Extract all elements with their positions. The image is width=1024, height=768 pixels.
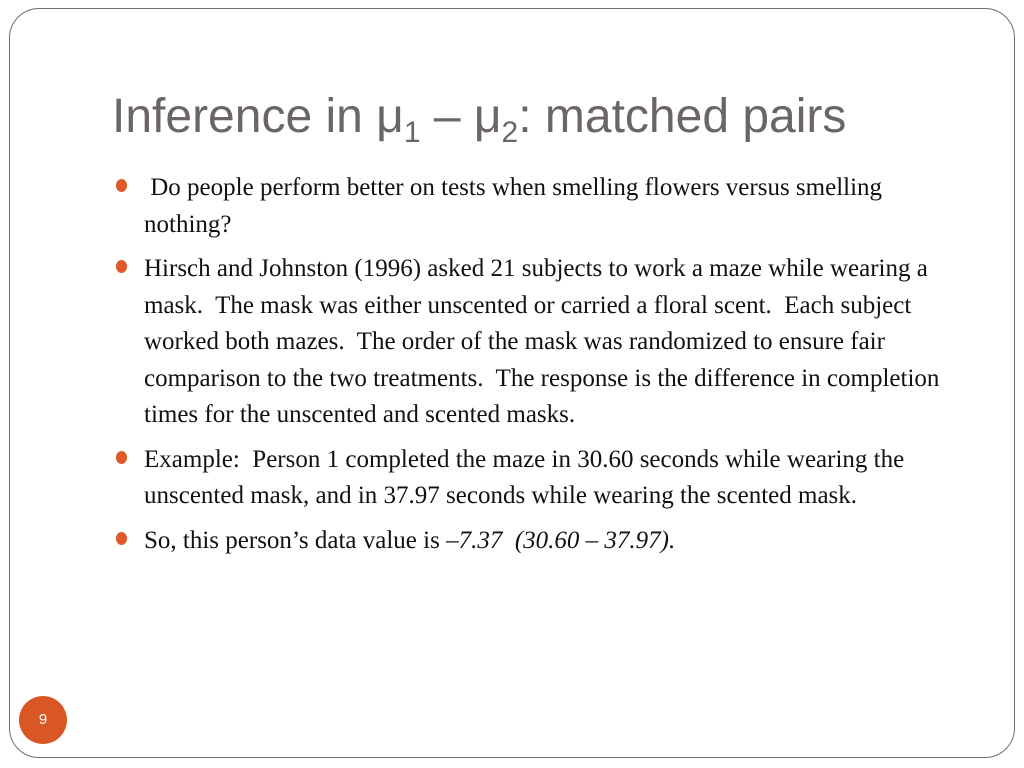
title-text-part-3: : matched pairs	[518, 90, 847, 143]
bullet-item	[112, 251, 968, 434]
bullet-dot-icon	[116, 179, 127, 192]
title-subscript-1: 1	[403, 116, 421, 149]
bullet-item	[112, 170, 968, 243]
bullet-list	[112, 170, 968, 567]
page-number-badge: 9	[19, 696, 67, 744]
bullet-text: So, this person’s data value is	[144, 526, 447, 554]
bullet-text: Hirsch and Johnston (1996) asked 21 subjects to work a maze while wearing a mask. The mask was either unscented or carried a floral scent. Each subject worked both mazes. The order of the mask was randomized to ensure fair comparison to the two treatments. The response is the difference in completion times for the unscented and scented masks.	[144, 255, 946, 428]
bullet-dot-icon	[116, 451, 127, 464]
title-text-part-2: – μ	[420, 90, 502, 143]
bullet-text: Example: Person 1 completed the maze in 30.60 seconds while wearing the unscented mask, and in 37.97 seconds while wearing the scented mask.	[144, 445, 911, 509]
bullet-dot-icon	[116, 260, 127, 273]
bullet-dot-icon	[116, 532, 127, 545]
title-subscript-2: 2	[501, 116, 519, 149]
title-text-part-1: Inference in μ	[112, 90, 404, 143]
bullet-item	[112, 523, 968, 560]
bullet-item	[112, 442, 968, 515]
slide-title	[112, 84, 846, 150]
bullet-text: Do people perform better on tests when smelling flowers versus smelling nothing?	[144, 174, 889, 238]
bullet-italic-text: –7.37 (30.60 – 37.97).	[446, 526, 676, 554]
